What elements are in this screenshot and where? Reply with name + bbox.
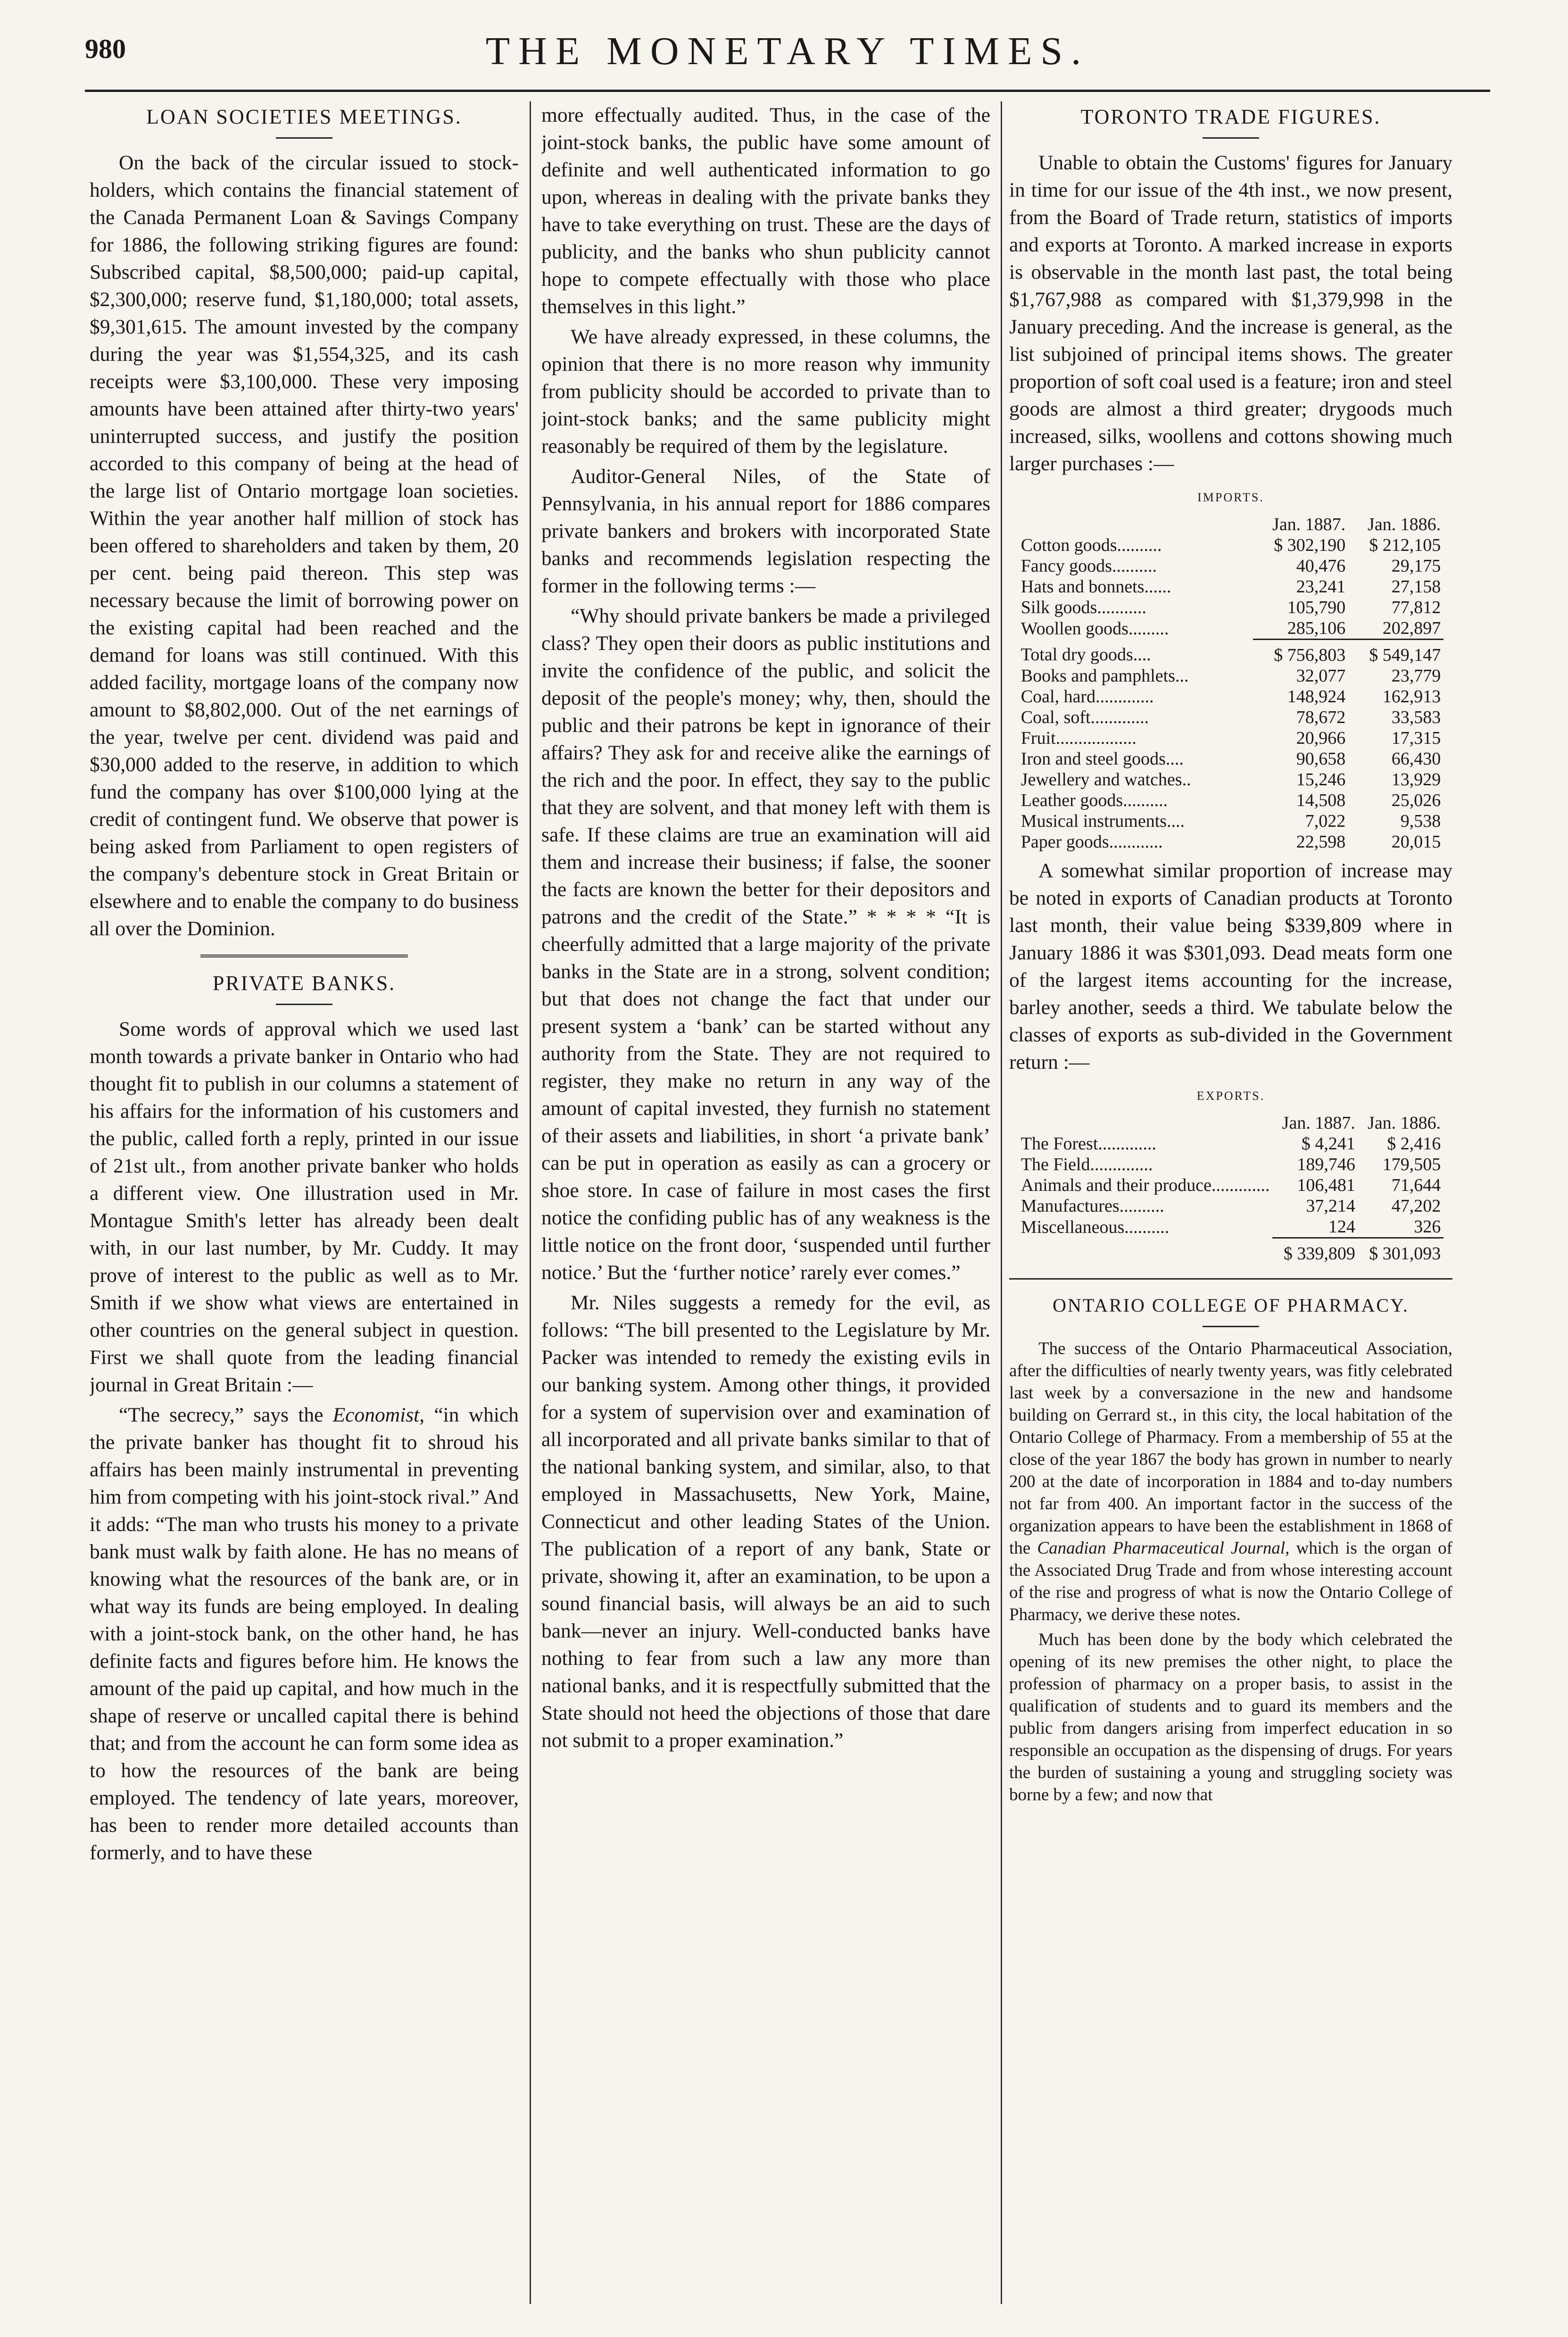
value-1887: 32,077 [1296,666,1346,686]
heading-rule [1203,1326,1259,1327]
row-label: Manufactures.......... [1020,1196,1164,1216]
value-1886: $ 549,147 [1348,640,1444,666]
value-1887: 124 [1328,1217,1355,1237]
exports-col-1886: Jan. 1886. [1368,1113,1441,1133]
table-row [1018,556,1444,576]
table-row [1018,1238,1444,1264]
value-1886: $ 301,093 [1358,1238,1444,1264]
value-1886: 47,202 [1391,1196,1441,1216]
value-1886: 17,315 [1391,728,1441,748]
value-1887: 14,508 [1296,790,1346,810]
private-banks-paragraph: Some words of approval which we used last month towards a private banker in Ontario who had thought fit to publish in our columns a statement of his affairs for the information of his customers and the public, called forth a reply, printed in our issue of 21st ult., from another private banker who holds a different view. One illustration used in Mr. Montague Smith's letter has already been dealt with, in our last number, by Mr. Cuddy. It may prove of interest to the public as well as to Mr. Smith if we show what views are entertained in other countries on the general subject in question. First we shall quote from the leading financial journal in Great Britain :— [90,1018,519,1396]
pharmacy-paragraph-2: Much has been done by the body which celebrated the opening of its new premises the other night, to place the profession of pharmacy on a proper basis, to assist in the qualification of students and to guard its members and the public from dangers arising from imperfect education in so responsible an occupation as the dispensing of drugs. For years the burden of sustaining a young and struggling society was borne by a few; and now that [1009,1630,1452,1805]
table-row [1018,832,1444,852]
heading-rule [276,1004,332,1005]
value-1887: $ 339,809 [1272,1238,1358,1264]
value-1887: $ 4,241 [1301,1134,1355,1154]
value-1887: 15,246 [1296,770,1346,790]
table-row [1018,535,1444,556]
table-row [1018,618,1444,640]
row-label: Hats and bonnets...... [1020,577,1171,597]
value-1887: 105,790 [1287,598,1346,617]
pharmacy-text-end: , which is the organ of the Associated Drug Trade and from whose interesting account of the rise and progress of what is now the Ontario College of Pharmacy, we derive these notes. [1009,1539,1452,1624]
row-label: Books and pamphlets... [1020,666,1189,686]
value-1886: 179,505 [1382,1155,1441,1174]
imports-col-1887: Jan. 1887. [1272,515,1346,534]
table-row [1018,1154,1444,1175]
value-1886: 25,026 [1391,790,1441,810]
column-1 [90,101,519,2313]
table-row [1018,686,1444,707]
pharmacy-heading: ONTARIO COLLEGE OF PHARMACY. [1053,1295,1409,1316]
exports-table-header [1018,1113,1444,1133]
row-label: Jewellery and watches.. [1020,770,1191,790]
table-row [1018,576,1444,597]
column-divider [530,101,531,2304]
row-label: Fancy goods.......... [1020,556,1157,576]
value-1886: 66,430 [1391,749,1441,769]
row-label: Miscellaneous.......... [1020,1217,1170,1237]
value-1886: 9,538 [1400,811,1441,831]
niles-quote-paragraph: “Why should private bankers be made a privileged class? They open their doors as public institutions and invite the confidence of the public, and solicit the deposit of the people's money; why, then, should the public and their patrons be kept in ignorance of their affairs? They ask for and receive alike the earnings of the rich and the poor. In effect, they say to the public that they are solvent, and that money left with them is safe. If these claims are true an examination will aid them and increase their business; if false, the sooner the facts are known the better for their depositors and patrons and the credit of the State.” * * * * “It is cheerfully admitted that a large majority of the private banks in the State are in a strong, solvent condition; but that does not change the fact that under our present system a ‘bank’ can be started without any authority from the State. They are not required to register, they make no return in any way of the amount of capital invested, they furnish no statement of their assets and liabilities, in short ‘a private bank’ can be put in operation as easily as can a grocery or shoe store. In case of failure in most cases the first notice the confiding public has of any weakness is the little notice on the front door, ‘suspended until further notice.’ But the ‘further notice’ rarely ever comes.” [541,605,990,1284]
page-number: 980 [85,33,126,64]
loan-societies-paragraph: On the back of the circular issued to stock-holders, which contains the financial statement of the Canada Permanent Loan & Savings Company for 1886, the following striking figures are found: Subscribed capital, $8,500,000; paid-up capital, $2,300,000; reserve fund, $1,180,000; total assets, $9,301,615. The amount invested by the company during the year was $1,554,325, and its cash receipts were $3,100,000. These very imposing amounts have been attained after thirty-two years' uninterrupted success, and justify the position accorded to this company of being at the head of the large list of Ontario mortgage loan societies. Within the year another half million of stock has been offered to shareholders and taken by them, 20 per cent. being paid thereon. This step was necessary because the limit of borrowing power on the existing capital had been reached and the demand for loans was still continued. With this added facility, mortgage loans of the company now amount to $8,802,000. Out of the net earnings of the year, twelve per cent. dividend was paid and $30,000 added to the reserve, in addition to which fund the company has over $100,000 lying at the credit of contingent fund. We observe that power is being asked from Parliament to open registers of the company's debenture stock in Great Britain or elsewhere and to enable the company to do business all over the Dominion. [90,151,519,940]
exports-col-1887: Jan. 1887. [1282,1113,1355,1133]
column-2 [541,101,990,2313]
value-1886: $ 2,416 [1387,1134,1441,1154]
value-1886: 29,175 [1391,556,1441,576]
heading-rule [1203,137,1259,139]
imports-col-1886: Jan. 1886. [1368,515,1441,534]
row-label: Leather goods.......... [1020,790,1168,810]
section-double-rule [200,955,408,959]
row-label: Fruit.................. [1020,728,1137,748]
heading-rule [276,137,332,139]
economist-quote-rest: , “in which the private banker has thought fit to shroud his affairs has been mainly instrumental in preventing him from competing with his joint-stock rival.” And it adds: “The man who trusts his money to a private bank must walk by faith alone. He has no means of knowing what the resources of the bank are, or in what way its funds are being employed. In dealing with a joint-stock bank, on the other hand, he has definite facts and figures before him. He knows the amount of the paid up capital, and how much in the shape of reserve or uncalled capital there is behind that; and from the account he can form some idea as to how the resources of the bank are being employed. The tendency of late years, moreover, has been to render more detailed accounts than formerly, and to have these [90,1404,519,1864]
trade-figures-heading: TORONTO TRADE FIGURES. [1080,105,1381,128]
economist-quote-paragraph [90,1401,519,1866]
column-3 [1009,101,1452,2313]
row-label: Iron and steel goods.... [1020,749,1184,769]
exports-heading: EXPORTS. [1196,1089,1265,1103]
value-1886: 77,812 [1391,598,1441,617]
value-1887: $ 756,803 [1253,640,1348,666]
value-1887: 106,481 [1297,1175,1355,1195]
value-1887: 40,476 [1296,556,1346,576]
journal-title: THE MONETARY TIMES. [485,29,1090,73]
value-1887: 148,924 [1287,687,1346,707]
imports-table-header [1018,514,1444,535]
value-1886: 162,913 [1382,687,1441,707]
value-1887: $ 302,190 [1274,535,1346,555]
row-label: Woollen goods......... [1020,618,1169,639]
column-divider [1001,101,1002,2304]
pharmacy-text-start: The success of the Ontario Pharmaceutical Association, after the difficulties of nearly twenty years, was fitly celebrated last week by a conversazione in the new and handsome building on Gerrard st., in this city, the local habitation of the Ontario College of Pharmacy. From a membership of 55 at the close of the year 1867 the body has grown in number to nearly 200 at the date of incorporation in 1884 and to-day numbers not far from 400. An important factor in the success of the organization appears to have been the establishment in 1868 of the [1009,1339,1452,1558]
table-row [1018,1216,1444,1238]
row-label: Animals and their produce............. [1020,1175,1270,1195]
value-1886: $ 212,105 [1369,535,1441,555]
row-label: Coal, hard............. [1020,687,1154,707]
row-label: Cotton goods.......... [1020,535,1162,555]
value-1886: 33,583 [1391,707,1441,727]
audit-continuation-paragraph: more effectually audited. Thus, in the case of the joint-stock banks, the public have some amount of definite and well authenticated information to go upon, whereas in dealing with the private banks they have to take everything on trust. These are the days of publicity, and the banks who shun publicity cannot hope to compete effectually with those who place themselves in this light.” [541,104,990,318]
value-1887: 22,598 [1296,832,1346,852]
value-1887: 90,658 [1296,749,1346,769]
pharmacy-paragraph-1 [1009,1338,1452,1626]
exports-table [1018,1113,1444,1264]
table-row [1018,1175,1444,1196]
table-row [1018,597,1444,618]
value-1886: 71,644 [1391,1175,1441,1195]
value-1886: 202,897 [1382,618,1441,638]
value-1886: 23,779 [1391,666,1441,686]
table-row [1018,728,1444,749]
imports-heading: IMPORTS. [1197,491,1264,504]
imports-table [1018,514,1444,852]
table-row [1018,790,1444,811]
header-rule [85,90,1490,92]
niles-remedy-paragraph: Mr. Niles suggests a remedy for the evil, as follows: “The bill presented to the Legislature by Mr. Packer was intended to remedy the existing evils in our banking system. Among other things, it provided for a system of supervision over and examination of all incorporated and all private banks similar to that of the national banking system, and similar, also, to that employed in Massachusetts, New York, Maine, Connecticut and other leading States of the Union. The publication of a report of any bank, State or private, showing it, after an examination, to be upon a sound financial basis, will always be an aid to such bank—never an injury. Well-conducted banks have nothing to fear from such a law any more than national banks, and it is respectfully submitted that the State should not heed the objections of those that dare not submit to a proper examination.” [541,1291,990,1752]
value-1887: 78,672 [1296,707,1346,727]
table-row [1018,707,1444,728]
value-1887: 37,214 [1306,1196,1355,1216]
table-row [1018,665,1444,686]
row-label: The Field.............. [1020,1155,1153,1174]
table-row [1018,640,1444,666]
row-label: Total dry goods.... [1020,645,1151,665]
loan-societies-heading: LOAN SOCIETIES MEETINGS. [146,105,462,128]
trade-figures-paragraph: Unable to obtain the Customs' figures for January in time for our issue of the 4th inst., we now present, from the Board of Trade return, statistics of imports and exports at Toronto. A marked increase in exports is observable in the month last past, the total being $1,767,988 as compared with $1,379,998 in the January preceding. And the increase is general, as the list subjoined of principal items shows. The greater proportion of soft coal used is a feature; iron and steel goods are almost a third greater; drygoods much increased, silks, woollens and cottons showing much larger purchases :— [1009,151,1452,475]
value-1886: 27,158 [1391,577,1441,597]
section-rule [1009,1278,1452,1280]
row-label: Coal, soft............. [1020,707,1149,727]
private-banks-heading: PRIVATE BANKS. [212,972,396,995]
value-1887: 23,241 [1296,577,1346,597]
value-1887: 7,022 [1305,811,1346,831]
economist-source: Economist [332,1404,420,1426]
exports-intro-paragraph: A somewhat similar proportion of increase may be noted in exports of Canadian products at Toronto last month, their value being $339,809 where in January 1886 it was $301,093. Dead meats form one of the largest items accounting for the increase, barley another, seeds a third. We tabulate below the classes of exports as sub-divided in the Government return :— [1009,859,1452,1073]
row-label: Silk goods........... [1020,598,1146,617]
row-label: Musical instruments.... [1020,811,1185,831]
row-label: The Forest............. [1020,1134,1156,1154]
value-1887: 20,966 [1296,728,1346,748]
table-row [1018,769,1444,790]
value-1886: 13,929 [1391,770,1441,790]
table-row [1018,749,1444,769]
economist-quote-start: “The secrecy,” says the [119,1404,333,1426]
publicity-paragraph: We have already expressed, in these columns, the opinion that there is no more reason why immunity from publicity should be accorded to private than to joint-stock banks; and the same publicity might reasonably be required of them by the legislature. [541,325,990,457]
pharmacy-journal-name: Canadian Pharmaceutical Journal [1037,1539,1286,1558]
value-1887: 285,106 [1287,618,1346,638]
value-1886: 326 [1414,1217,1441,1237]
page-header [85,24,1490,85]
table-row [1018,1196,1444,1216]
row-label [1018,1238,1273,1264]
auditor-general-paragraph: Auditor-General Niles, of the State of Pennsylvania, in his annual report for 1886 compares private bankers and brokers with incorporated State banks and recommends legislation respecting the former in the following terms :— [541,465,990,597]
value-1886: 20,015 [1391,832,1441,852]
table-row [1018,1133,1444,1154]
value-1887: 189,746 [1297,1155,1355,1174]
table-row [1018,811,1444,832]
row-label: Paper goods............ [1020,832,1163,852]
